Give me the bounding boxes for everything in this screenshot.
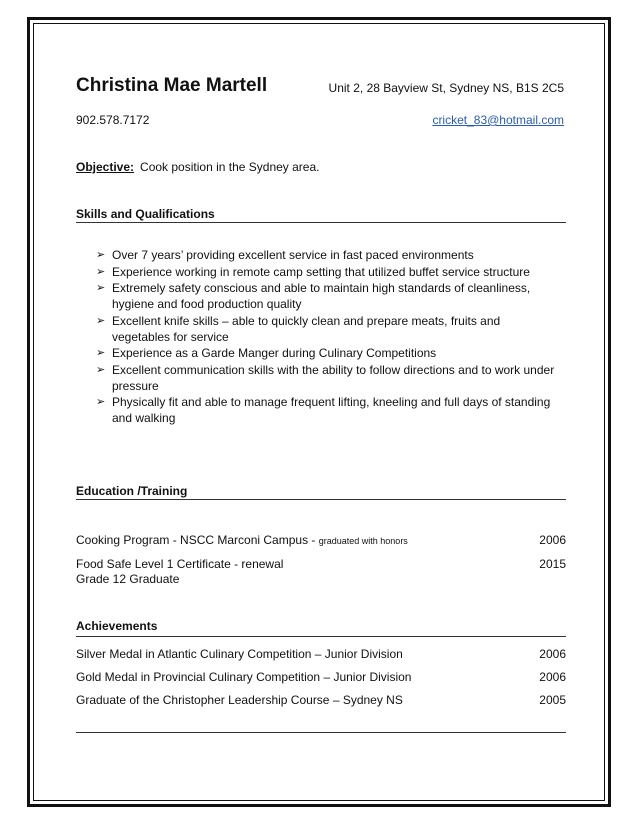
objective-text: Cook position in the Sydney area. — [140, 160, 320, 174]
education-row — [76, 557, 566, 571]
education-year: 2015 — [539, 557, 566, 571]
arrow-bullet-icon: ➢ — [96, 363, 106, 376]
list-item: ➢ Experience working in remote camp setting that utilized buffet service structure — [96, 264, 530, 279]
email-link[interactable]: cricket_83@hotmail.com — [432, 113, 564, 127]
arrow-bullet-icon: ➢ — [96, 282, 106, 294]
arrow-bullet-icon: ➢ — [96, 265, 106, 278]
achievement-row — [76, 670, 566, 684]
bottom-divider — [76, 732, 566, 733]
address: Unit 2, 28 Bayview St, Sydney NS, B1S 2C5 — [328, 81, 564, 95]
list-item: ➢ Experience as a Garde Manger during Culinary Competitions — [96, 346, 437, 360]
phone-number: 902.578.7172 — [76, 113, 150, 127]
candidate-name: Christina Mae Martell — [76, 75, 268, 96]
education-divider — [76, 499, 566, 500]
arrow-bullet-icon: ➢ — [96, 347, 106, 359]
arrow-bullet-icon: ➢ — [96, 249, 106, 261]
education-text: Grade 12 Graduate — [76, 572, 180, 586]
education-heading: Education /Training — [76, 484, 188, 498]
list-item: ➢ Extremely safety conscious and able to maintain high standards of cleanliness, hygiene and food production quality — [96, 281, 531, 311]
achievement-text: Graduate of the Christopher Leadership Course – Sydney NS — [76, 693, 403, 707]
achievement-row — [76, 647, 566, 661]
skills-heading: Skills and Qualifications — [76, 207, 215, 221]
achievements-heading: Achievements — [76, 619, 158, 633]
education-note: graduated with honors — [318, 536, 408, 546]
objective — [76, 160, 319, 174]
arrow-bullet-icon: ➢ — [96, 314, 106, 327]
arrow-bullet-icon: ➢ — [96, 396, 106, 408]
achievements-divider — [76, 636, 566, 637]
achievement-year: 2006 — [539, 670, 566, 684]
education-year: 2006 — [539, 533, 566, 547]
education-text: Food Safe Level 1 Certificate - renewal — [76, 557, 284, 571]
list-item: ➢ Excellent knife skills – able to quickly clean and prepare meats, fruits and vegetables for service — [96, 313, 501, 344]
achievement-text: Silver Medal in Atlantic Culinary Competition – Junior Division — [76, 647, 403, 661]
skills-list — [96, 247, 556, 427]
achievement-year: 2006 — [539, 647, 566, 661]
list-item: ➢ Physically fit and able to manage frequent lifting, kneeling and full days of standing and walking — [96, 395, 551, 425]
list-item: ➢ Over 7 years’ providing excellent service in fast paced environments — [96, 248, 474, 262]
objective-label: Objective: — [76, 160, 135, 174]
list-item: ➢ Excellent communication skills with the ability to follow directions and to work under pressure — [96, 362, 555, 393]
education-row — [76, 572, 566, 586]
achievement-row — [76, 693, 566, 707]
achievement-text: Gold Medal in Provincial Culinary Competition – Junior Division — [76, 670, 412, 684]
education-row — [76, 533, 566, 547]
achievement-year: 2005 — [539, 693, 566, 707]
skills-divider — [76, 222, 566, 223]
education-text: Cooking Program - NSCC Marconi Campus - — [76, 533, 319, 547]
